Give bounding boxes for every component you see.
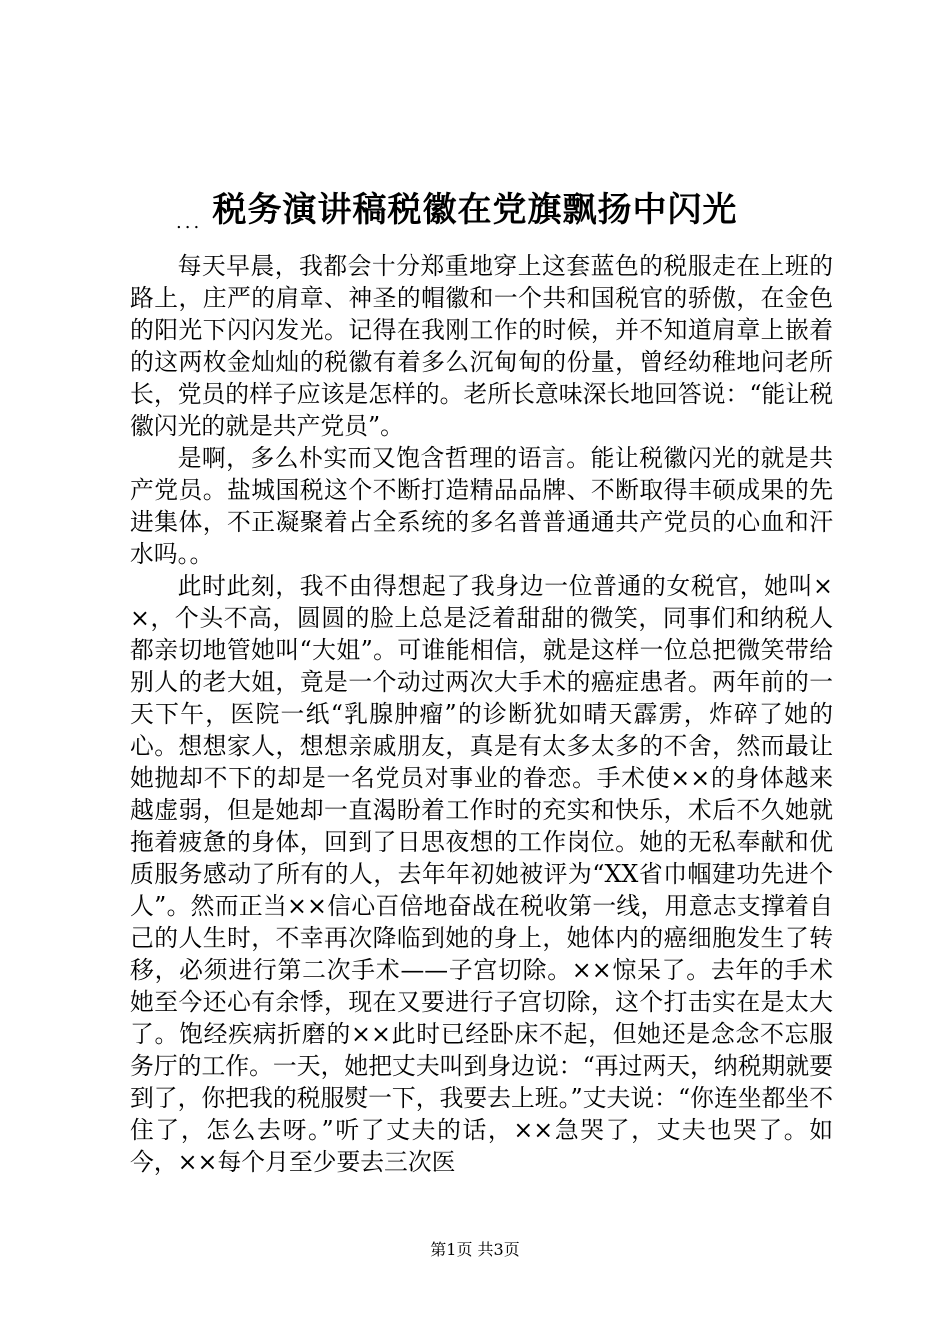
paragraph-3: 此时此刻，我不由得想起了我身边一位普通的女税官，她叫××，个头不高，圆圆的脸上总是泛着甜甜的微笑，同事们和纳税人都亲切地管她叫“大姐”。可谁能相信，就是这样一位总把微笑带给别人的老大姐，竟是一个动过两次大手术的癌症患者。两年前的一天下午，医院一纸“乳腺肿瘤”的诊断犹如晴天霹雳，炸碎了她的心。想想家人，想想亲戚朋友，真是有太多太多的不舍，然而最让她抛却不下的却是一名党员对事业的眷恋。手术使××的身体越来越虚弱，但是她却一直渴盼着工作时的充实和快乐，术后不久她就拖着疲惫的身体，回到了日思夜想的工作岗位。她的无私奉献和优质服务感动了所有的人，去年年初她被评为“XX省巾帼建功先进个人”。然而正当××信心百倍地奋战在税收第一线，用意志支撑着自己的人生时，不幸再次降临到她的身上，她体内的癌细胞发生了转移，必须进行第二次手术——子宫切除。××惊呆了。去年的手术她至今还心有余悸，现在又要进行子宫切除，这个打击实在是太大了。饱经疾病折磨的××此时已经卧床不起，但她还是念念不忘服务厅的工作。一天，她把丈夫叫到身边说：“再过两天，纳税期就要到了，你把我的税服熨一下，我要去上班。”丈夫说：“你连坐都坐不住了，怎么去呀。”听了丈夫的话，××急哭了，丈夫也哭了。如今，××每个月至少要去三次医 [130, 572, 833, 1176]
page-number-footer: 第1页 共3页 [430, 1240, 520, 1259]
document-title: 税务演讲稿税徽在党旗飘扬中闪光 [212, 190, 738, 230]
ellipsis-mark: ... [176, 212, 203, 233]
document-body [130, 250, 833, 1178]
paragraph-1: 每天早晨，我都会十分郑重地穿上这套蓝色的税服走在上班的路上，庄严的肩章、神圣的帽徽和一个共和国税官的骄傲，在金色的阳光下闪闪发光。记得在我刚工作的时候，并不知道肩章上嵌着的这两枚金灿灿的税徽有着多么沉甸甸的份量，曾经幼稚地问老所长，党员的样子应该是怎样的。老所长意味深长地回答说：“能让税徽闪光的就是共产党员”。 [130, 252, 833, 440]
paragraph-2: 是啊，多么朴实而又饱含哲理的语言。能让税徽闪光的就是共产党员。盐城国税这个不断打造精品品牌、不断取得丰硕成果的先进集体，不正凝聚着占全系统的多名普普通通共产党员的心血和汗水吗。。 [130, 444, 833, 568]
